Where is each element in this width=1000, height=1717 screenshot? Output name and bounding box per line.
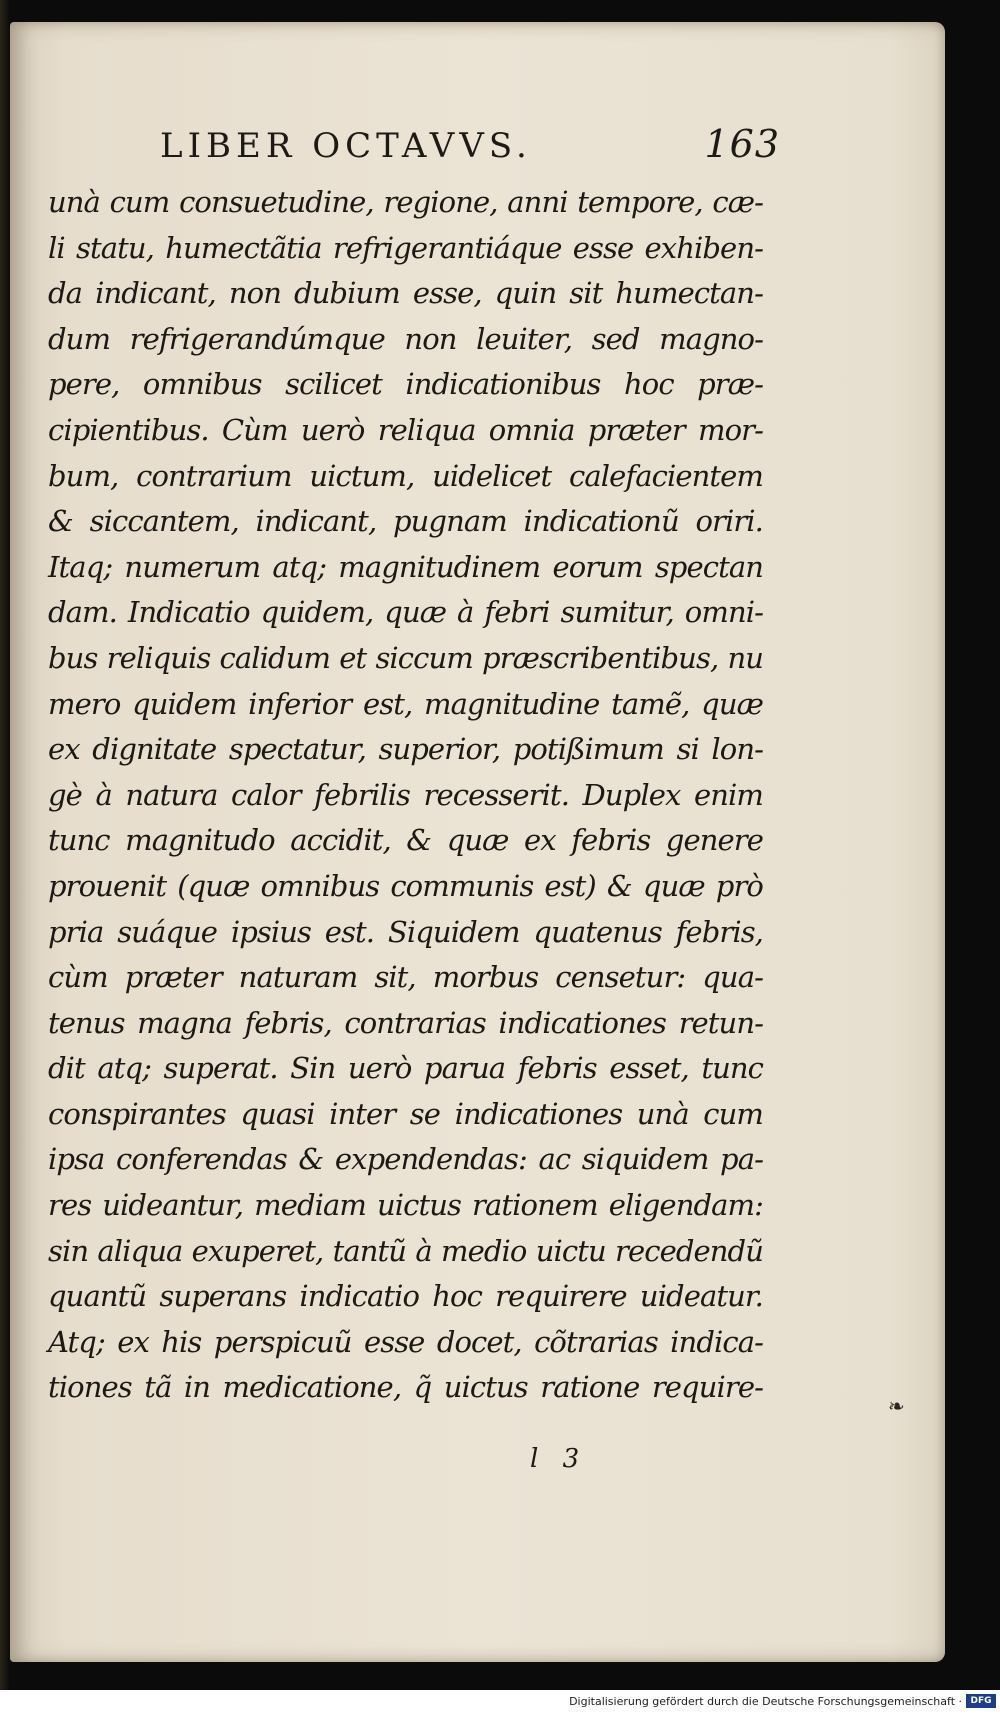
running-title: LIBER OCTAVVS.: [160, 126, 532, 166]
footer-band: [0, 1690, 1000, 1717]
text-line: gè à natura calor febrilis recesserit. Duplex enim: [48, 777, 763, 812]
text-line: tiones tã in medicatione, q̃ uictus ratione require-: [48, 1370, 763, 1405]
text-line: bus reliquis calidum et siccum præscribentibus, nu: [48, 640, 763, 675]
text-line: & siccantem, indicant, pugnam indicationũ oriri.: [48, 504, 763, 539]
running-head: [160, 122, 780, 166]
book-gutter-edge: [0, 0, 10, 1690]
text-line: pere, omnibus scilicet indicationibus hoc præ-: [48, 367, 763, 402]
text-line: cùm præter naturam sit, morbus censetur: qua-: [48, 960, 763, 995]
digitization-credit: Digitalisierung gefördert durch die Deutsche Forschungsgemeinschaft ·: [569, 1695, 962, 1708]
text-line: tenus magna febris, contrarias indicationes retun-: [48, 1005, 763, 1040]
text-line: cipientibus. Cùm uerò reliqua omnia præter mor-: [48, 412, 763, 447]
text-line: li statu, humectãtia refrigerantiáque esse exhiben-: [48, 230, 763, 265]
text-line: prouenit (quæ omnibus communis est) & quæ prò: [48, 868, 763, 903]
page-number: 163: [704, 122, 780, 166]
text-line: ipsa conferendas & expendendas: ac siquidem pa-: [48, 1142, 763, 1177]
text-line: unà cum consuetudine, regione, anni tempore, cæ-: [48, 185, 763, 219]
text-line: mero quidem inferior est, magnitudine tamẽ, quæ: [48, 686, 763, 721]
text-line: Itaq; numerum atq; magnitudinem eorum spectan: [48, 549, 763, 584]
text-line: Atq; ex his perspicuũ esse docet, cõtrarias indica-: [48, 1324, 763, 1359]
signature-mark: l 3: [530, 1444, 588, 1474]
text-line: res uideantur, mediam uictus rationem eligendam:: [48, 1188, 763, 1223]
text-line: dum refrigerandúmque non leuiter, sed magno-: [48, 321, 763, 356]
text-line: dit atq; superat. Sin uerò parua febris esset, tunc: [48, 1051, 763, 1086]
text-line: tunc magnitudo accidit, & quæ ex febris genere: [48, 823, 763, 858]
text-line: sin aliqua exuperet, tantũ à medio uictu recedendũ: [48, 1233, 763, 1268]
text-line: quantũ superans indicatio hoc requirere uideatur.: [48, 1279, 763, 1314]
text-line: conspirantes quasi inter se indicationes unà cum: [48, 1096, 763, 1131]
body-text: [48, 180, 763, 1411]
text-line: ex dignitate spectatur, superior, potißimum si lon-: [48, 732, 763, 767]
marginal-mark: ❧: [888, 1394, 905, 1418]
text-line: pria suáque ipsius est. Siquidem quatenus febris,: [48, 914, 763, 949]
text-line: bum, contrarium uictum, uidelicet calefacientem: [48, 458, 763, 493]
text-line: dam. Indicatio quidem, quæ à febri sumitur, omni-: [48, 595, 763, 630]
text-line: da indicant, non dubium esse, quin sit humectan-: [48, 276, 763, 311]
dfg-logo-icon: DFG: [966, 1694, 996, 1708]
book-page: [10, 22, 945, 1662]
